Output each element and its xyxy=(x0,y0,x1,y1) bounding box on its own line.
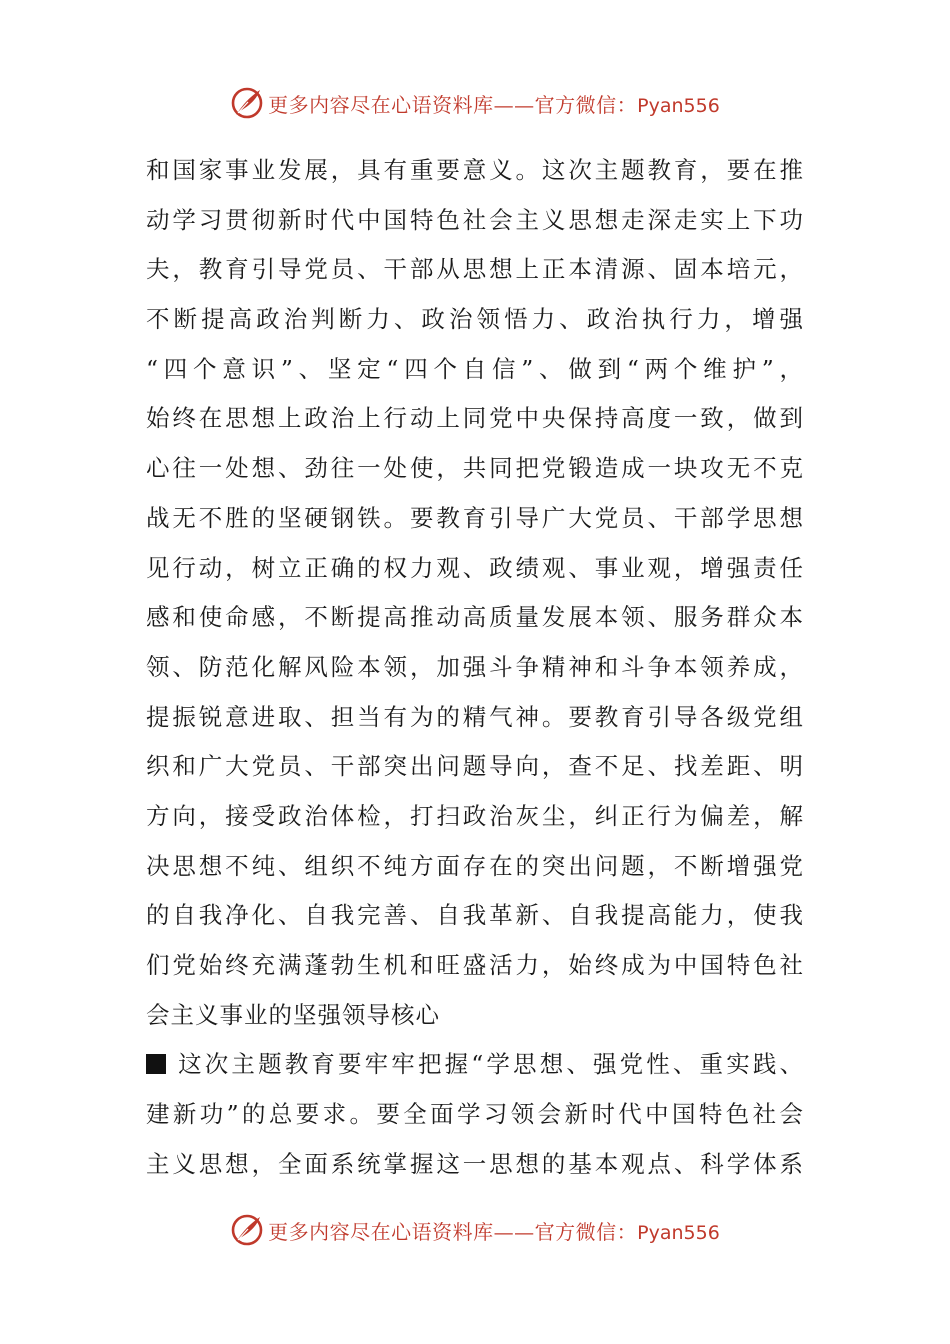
quill-pen-logo-icon xyxy=(230,1213,264,1247)
text-line: 建新功”的总要求。要全面学习领会新时代中国特色社会 xyxy=(146,1100,804,1129)
text-line: 提振锐意进取、担当有为的精气神。要教育引导各级党组 xyxy=(146,702,804,731)
text-line: 不断提高政治判断力、政治领悟力、政治执行力，增强 xyxy=(146,305,804,334)
bullet-paragraph-line xyxy=(146,1040,804,1090)
text-line: 心往一处想、劲往一处使，共同把党锻造成一块攻无不克 xyxy=(146,454,804,483)
text-line: 夫，教育引导党员、干部从思想上正本清源、固本培元， xyxy=(146,255,804,284)
text-line: 见行动，树立正确的权力观、政绩观、事业观，增强责任 xyxy=(146,553,804,582)
quill-pen-logo-icon xyxy=(230,86,264,120)
text-line: 动学习贯彻新时代中国特色社会主义思想走深走实上下功 xyxy=(146,205,804,234)
text-line: 感和使命感，不断提高推动高质量发展本领、服务群众本 xyxy=(146,603,804,632)
text-line: 决思想不纯、组织不纯方面存在的突出问题，不断增强党 xyxy=(146,851,804,880)
text-line: 战无不胜的坚硬钢铁。要教育引导广大党员、干部学思想 xyxy=(146,503,804,532)
text-line-paragraph-end: 会主义事业的坚强领导核心 xyxy=(146,1000,440,1029)
header-wechat-label: 官方微信： xyxy=(534,92,638,117)
footer-text xyxy=(268,1216,720,1245)
header-brand: 更多内容尽在心语资料库 xyxy=(268,92,494,117)
header-wechat-id: Pyan556 xyxy=(637,94,720,117)
header-text xyxy=(268,89,720,118)
black-square-bullet-icon xyxy=(146,1054,166,1074)
text-line: 织和广大党员、干部突出问题导向，查不足、找差距、明 xyxy=(146,752,804,781)
text-line: 始终在思想上政治上行动上同党中央保持高度一致，做到 xyxy=(146,404,804,433)
text-line: 领、防范化解风险本领，加强斗争精神和斗争本领养成， xyxy=(146,652,804,681)
text-line: “四个意识”、坚定“四个自信”、做到“两个维护”， xyxy=(146,354,804,383)
footer-dash: —— xyxy=(493,1219,535,1244)
text-line: 方向，接受政治体检，打扫政治灰尘，纠正行为偏差，解 xyxy=(146,801,804,830)
header-dash: —— xyxy=(493,92,535,117)
footer-banner xyxy=(0,1210,950,1250)
document-body xyxy=(146,146,804,1189)
footer-wechat-label: 官方微信： xyxy=(534,1219,638,1244)
footer-brand: 更多内容尽在心语资料库 xyxy=(268,1219,494,1244)
header-banner xyxy=(0,83,950,123)
text-line: 的自我净化、自我完善、自我革新、自我提高能力，使我 xyxy=(146,901,804,930)
text-line: 们党始终充满蓬勃生机和旺盛活力，始终成为中国特色社 xyxy=(146,951,804,979)
footer-wechat-id: Pyan556 xyxy=(637,1221,720,1244)
bullet-text: 这次主题教育要牢牢把握“学思想、强党性、重实践、 xyxy=(176,1050,804,1079)
text-line: 和国家事业发展，具有重要意义。这次主题教育，要在推 xyxy=(146,156,804,184)
text-line: 主义思想，全面系统掌握这一思想的基本观点、科学体系 xyxy=(146,1149,804,1178)
